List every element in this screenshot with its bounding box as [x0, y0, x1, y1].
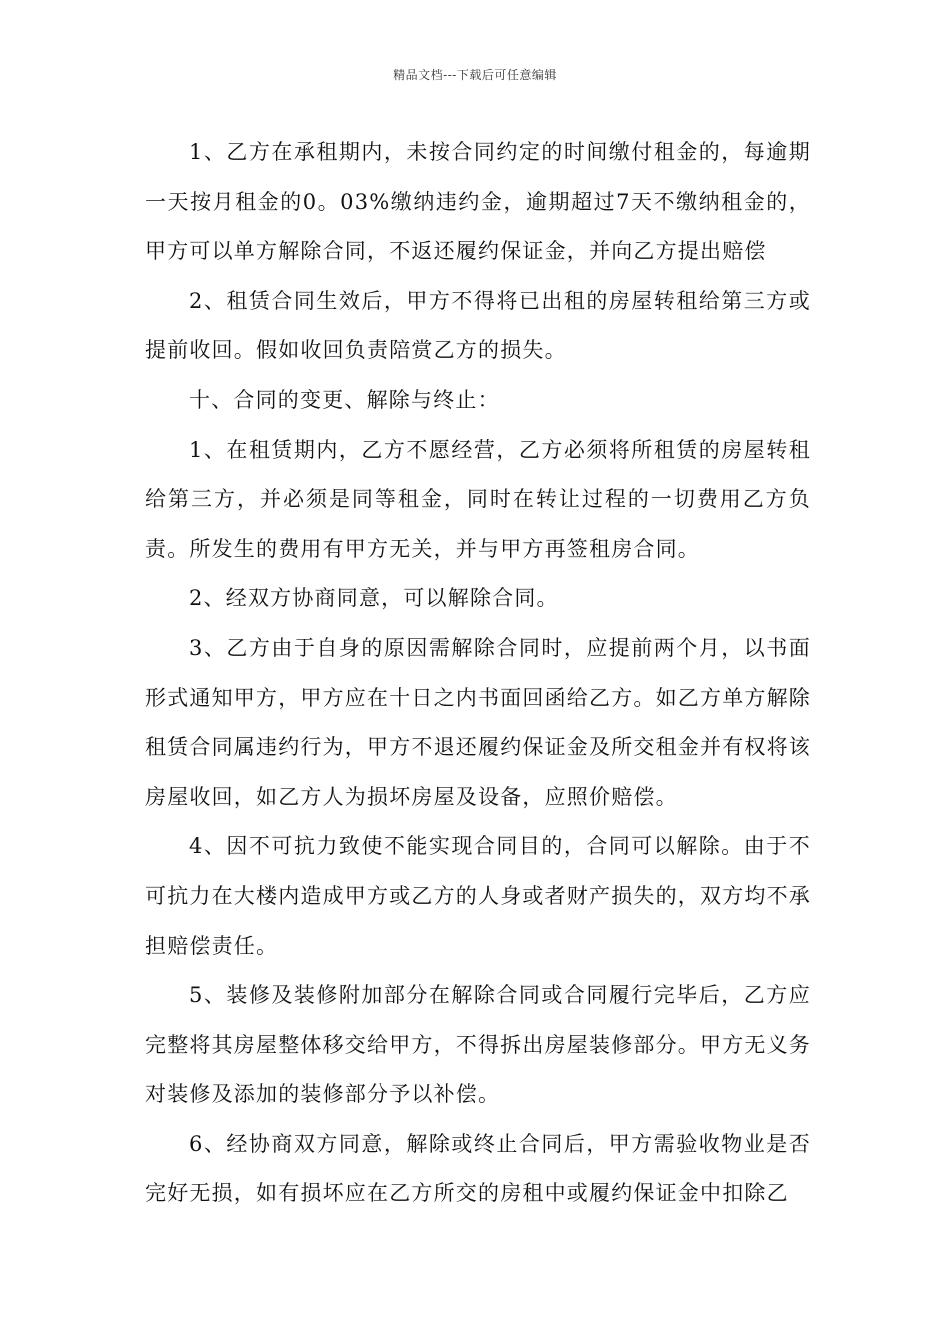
paragraph: 1、乙方在承租期内，未按合同约定的时间缴付租金的，每逾期一天按月租金的0。03%缴纳违约金，逾期超过7天不缴纳租金的，甲方可以单方解除合同，不返还履约保证金，并向乙方提出赔偿 [145, 140, 811, 264]
section-heading: 十、合同的变更、解除与终止： [189, 387, 500, 412]
paragraph: 6、经协商双方同意，解除或终止合同后，甲方需验收物业是否完好无损，如有损坏应在乙方所交的房租中或履约保证金中扣除乙 [145, 1131, 811, 1206]
paragraph: 5、装修及装修附加部分在解除合同或合同履行完毕后，乙方应完整将其房屋整体移交给甲方，不得拆出房屋装修部分。甲方无义务对装修及添加的装修部分予以补偿。 [145, 983, 811, 1107]
document-body [145, 128, 811, 1219]
page-header: 精品文档---下载后可任意编辑 [393, 68, 557, 82]
paragraph: 2、租赁合同生效后，甲方不得将已出租的房屋转租给第三方或提前收回。假如收回负责陪赏乙方的损失。 [145, 288, 811, 363]
paragraph: 2、经双方协商同意，可以解除合同。 [189, 586, 559, 611]
paragraph: 3、乙方由于自身的原因需解除合同时，应提前两个月，以书面形式通知甲方，甲方应在十日之内书面回函给乙方。如乙方单方解除租赁合同属违约行为，甲方不退还履约保证金及所交租金并有权将该房屋收回，如乙方人为损坏房屋及设备，应照价赔偿。 [145, 635, 811, 809]
paragraph: 4、因不可抗力致使不能实现合同目的，合同可以解除。由于不可抗力在大楼内造成甲方或乙方的人身或者财产损失的，双方均不承担赔偿责任。 [145, 834, 811, 958]
paragraph: 1、在租赁期内，乙方不愿经营，乙方必须将所租赁的房屋转租给第三方，并必须是同等租金，同时在转让过程的一切费用乙方负责。所发生的费用有甲方无关，并与甲方再签租房合同。 [145, 437, 811, 561]
